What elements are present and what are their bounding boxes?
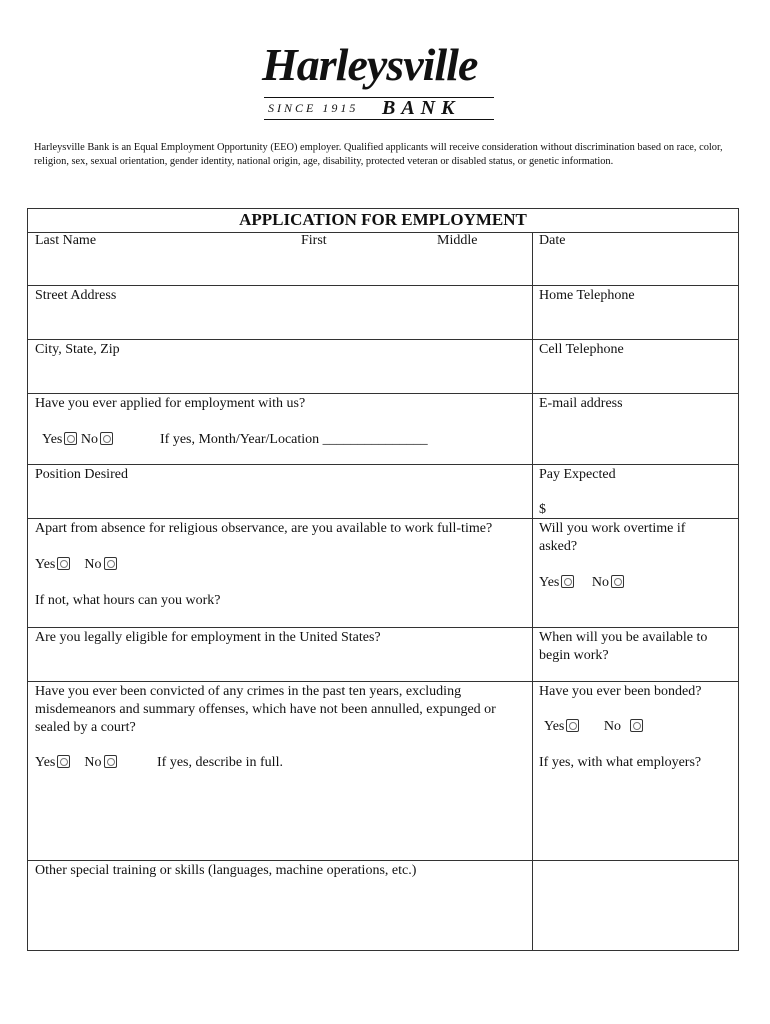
divider (28, 518, 738, 519)
divider (28, 627, 738, 628)
yes-label: Yes (544, 719, 565, 734)
bank-logo (0, 0, 770, 130)
logo-bank: BANK (382, 97, 461, 119)
divider (28, 339, 738, 340)
cell-telephone-label: Cell Telephone (539, 342, 624, 357)
no-label: No (84, 755, 102, 770)
fulltime-options (35, 556, 117, 574)
applied-no-checkbox[interactable] (100, 432, 113, 445)
overtime-no-checkbox[interactable] (611, 575, 624, 588)
yes-label: Yes (539, 575, 560, 590)
logo-brand: Harleysville (262, 39, 478, 90)
convicted-yes-checkbox[interactable] (57, 755, 70, 768)
street-address-label: Street Address (35, 288, 117, 303)
convicted-options (35, 754, 117, 772)
middle-name-label: Middle (437, 233, 478, 248)
convicted-question: Have you ever been convicted of any crimes in the past ten years, excluding misdemeanors and summary offenses, which have not been annulled, expunged or sealed by a court? (35, 684, 496, 735)
no-label: No (80, 432, 98, 447)
yes-label: Yes (42, 432, 63, 447)
last-name-label: Last Name (35, 233, 97, 248)
application-form (27, 208, 739, 951)
overtime-question: Will you work overtime if asked? (539, 521, 686, 554)
date-label: Date (539, 233, 566, 248)
applied-yes-checkbox[interactable] (64, 432, 77, 445)
no-label: No (603, 719, 621, 734)
overtime-options (539, 574, 624, 592)
no-label: No (591, 575, 609, 590)
fulltime-no-checkbox[interactable] (104, 557, 117, 570)
bonded-question: Have you ever been bonded? (539, 684, 702, 699)
bonded-options (544, 718, 643, 736)
yes-label: Yes (35, 755, 56, 770)
divider (28, 232, 738, 233)
if-yes-employers-label: If yes, with what employers? (539, 755, 702, 770)
logo-since: SINCE 1915 (268, 101, 359, 115)
yes-label: Yes (35, 557, 56, 572)
available-fulltime-question: Apart from absence for religious observance, are you available to work full-time? (35, 521, 493, 536)
bonded-no-checkbox[interactable] (630, 719, 643, 732)
special-training-label: Other special training or skills (languages, machine operations, etc.) (35, 863, 417, 878)
divider (28, 681, 738, 682)
position-desired-label: Position Desired (35, 467, 128, 482)
eeo-statement: Harleysville Bank is an Equal Employment Opportunity (EEO) employer. Qualified applicants will receive consideration without discrimination based on race, color, religion, sex, sexual orientation, gender identity, national origin, age, disability, protected veteran or disabled status, or genetic information. (34, 142, 723, 167)
bonded-yes-checkbox[interactable] (566, 719, 579, 732)
first-name-label: First (301, 233, 327, 248)
logo-rule-bottom (264, 119, 494, 120)
overtime-yes-checkbox[interactable] (561, 575, 574, 588)
form-title: APPLICATION FOR EMPLOYMENT (239, 210, 527, 229)
when-available-question: When will you be available to begin work? (539, 630, 708, 663)
if-not-hours-question: If not, what hours can you work? (35, 593, 221, 608)
home-telephone-label: Home Telephone (539, 288, 635, 303)
divider (28, 860, 738, 861)
email-label: E-mail address (539, 396, 623, 411)
pay-dollar-sign: $ (539, 502, 546, 517)
if-yes-month-label: If yes, Month/Year/Location _______________ (160, 432, 428, 447)
divider (28, 464, 738, 465)
divider (28, 285, 738, 286)
divider (28, 393, 738, 394)
if-yes-describe-label: If yes, describe in full. (157, 755, 283, 770)
city-state-zip-label: City, State, Zip (35, 342, 120, 357)
legally-eligible-question: Are you legally eligible for employment in the United States? (35, 630, 381, 645)
no-label: No (84, 557, 102, 572)
fulltime-yes-checkbox[interactable] (57, 557, 70, 570)
applied-before-options (42, 431, 113, 449)
convicted-no-checkbox[interactable] (104, 755, 117, 768)
applied-before-question: Have you ever applied for employment with us? (35, 396, 306, 411)
pay-expected-label: Pay Expected (539, 467, 616, 482)
